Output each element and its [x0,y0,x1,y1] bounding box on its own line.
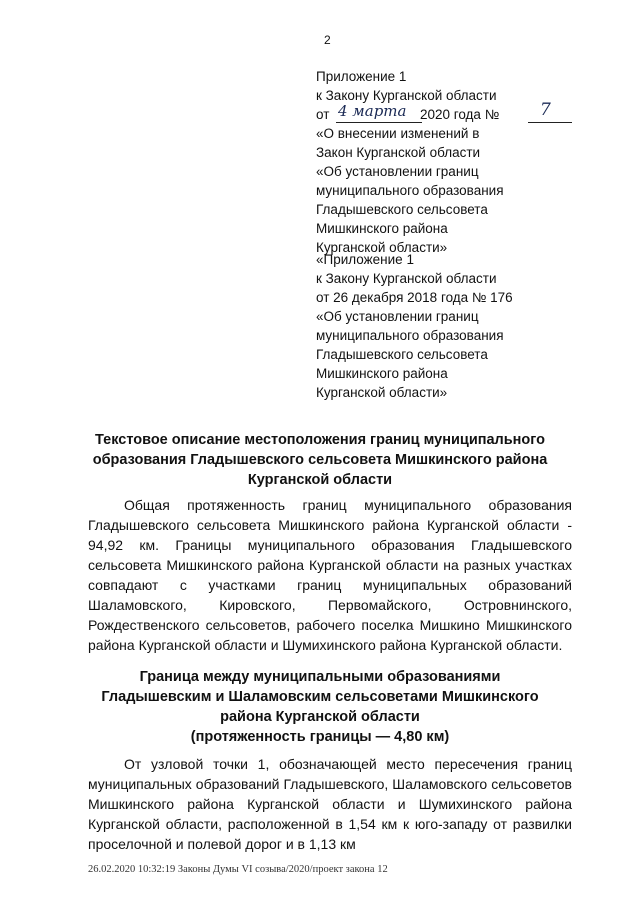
annex-line: Курганской области» [316,240,448,255]
body-paragraph [88,754,572,854]
section-title [60,667,580,747]
annex-line: Приложение 1 [316,69,407,84]
annex-header-current [316,67,596,257]
date-suffix: 2020 года № [419,107,500,122]
annex-line: к Закону Курганской области [316,88,497,103]
annex-line: Мишкинского района [316,366,448,381]
section-length: (протяженность границы — 4,80 км) [190,729,450,745]
annex-line: муниципального образования [316,328,504,343]
document-title: Текстовое описание местоположения границ муниципального образования Гладышевского сельсовета Мишкинского района Курганской области [92,432,548,488]
date-underline [336,122,422,123]
handwritten-number: 7 [540,100,551,120]
annex-line: Гладышевского сельсовета [316,202,488,217]
annex-line: Гладышевского сельсовета [316,347,488,362]
footer-path: 26.02.2020 10:32:19 Законы Думы VI созыва/2020/проект закона 12 [88,864,388,875]
paragraph-text: Общая протяженность границ муниципального образования Гладышевского сельсовета Мишкинского района Курганской области - 94,92 км. Границы муниципального образования Гладышевского сельсовета Мишкинского района Курганской области на разных участках совпадают с участками границ муниципальных образований Шаламовского, Кировского, Первомайского, Островнинского, Рождественского сельсоветов, рабочего поселка Мишкино Мишкинского района Курганской области и Шумихинского района Курганской области. [88,497,572,653]
annex-line: муниципального образования [316,183,504,198]
annex-line: «Приложение 1 [316,252,414,267]
handwritten-date: 4 марта [338,102,407,120]
page-number: 2 [324,33,331,47]
annex-line: «Об установлении границ [316,309,479,324]
annex-line: от 26 декабря 2018 года № 176 [316,290,513,305]
annex-date-line [316,100,596,124]
annex-line: Мишкинского района [316,221,448,236]
annex-line: Курганской области» [316,385,448,400]
section-title-text: Граница между муниципальными образованиями Гладышевским и Шаламовским сельсоветами Мишкинского района Курганской области [101,669,539,725]
annex-line: к Закону Курганской области [316,271,497,286]
annex-header-previous [316,250,596,402]
paragraph-text: От узловой точки 1, обозначающей место пересечения границ муниципальных образований Гладышевского, Шаламовского сельсоветов Мишкинского района Курганской области и Шумихинского района Курганской области, расположенной в 1,54 км к юго-западу от развилки проселочной и полевой дорог и в 1,13 км [88,756,572,852]
annex-line: «Об установлении границ [316,164,479,179]
annex-line: «О внесении изменений в [316,126,480,141]
date-prefix: от [316,107,330,122]
body-paragraph [88,495,572,655]
annex-line: Закон Курганской области [316,145,481,160]
number-underline [528,122,572,123]
